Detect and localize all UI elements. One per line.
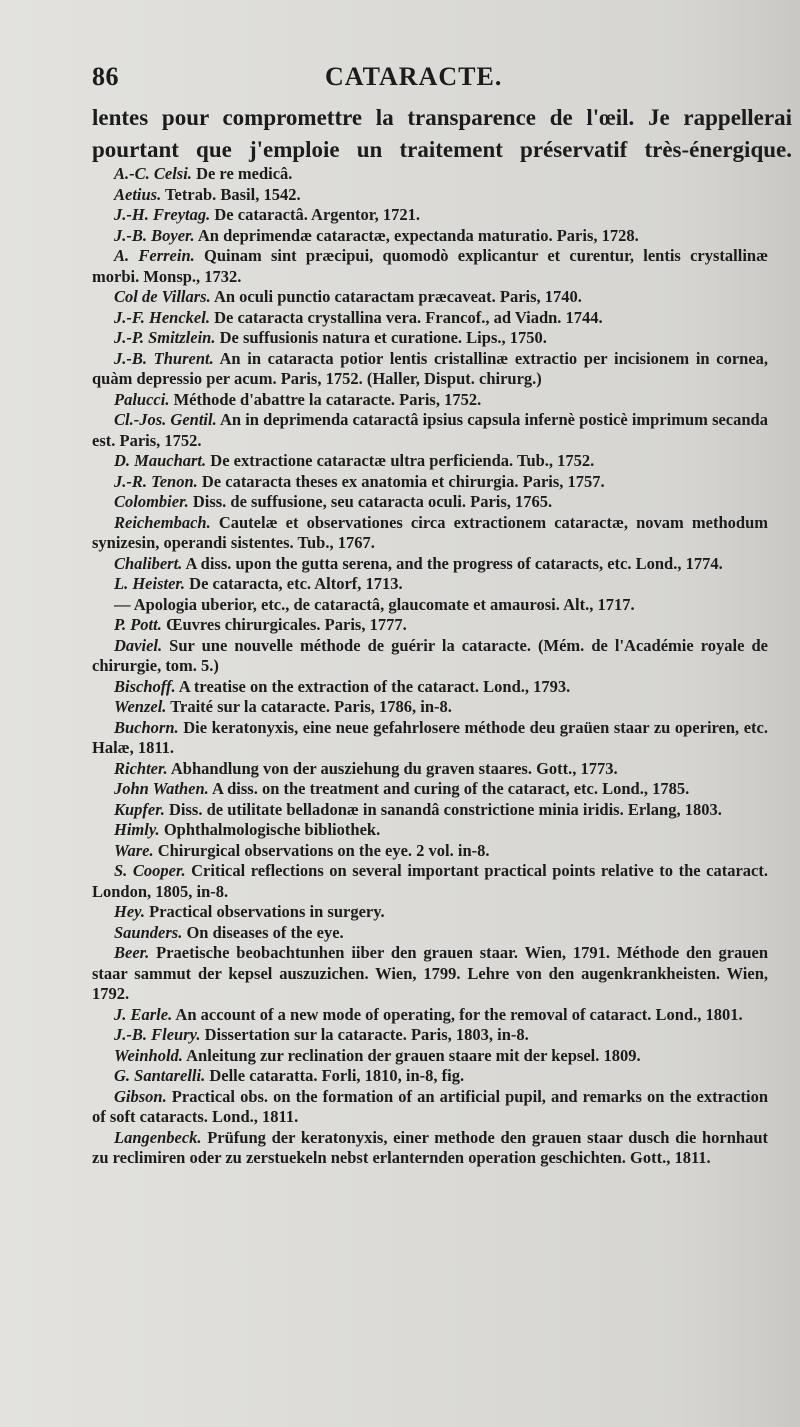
entry-text: Ophthalmologische bibliothek.	[159, 820, 381, 839]
entry-text: De suffusionis natura et curatione. Lips., 1750.	[215, 328, 547, 347]
entry-text: De re medicâ.	[191, 164, 293, 183]
entry-author: J.-F. Henckel.	[114, 307, 210, 327]
entry-text: An in cataracta potior lentis cristallinæ extractio per incisionem in cornea, quàm depressio per acum. Paris, 1752. (Haller, Disput. chirurg.)	[92, 348, 769, 388]
entry-text: De cataracta theses ex anatomia et chirurgia. Paris, 1757.	[197, 471, 605, 491]
entry-author: Cl.-Jos. Gentil.	[114, 410, 217, 429]
page-number: 86	[92, 62, 119, 91]
entry-author: Aetius.	[114, 184, 162, 204]
bibliography-entry	[92, 472, 768, 493]
entry-text: An in deprimenda cataractâ ipsius capsula infernè posticè imprimum secanda est. Paris, 1752.	[92, 410, 768, 450]
bibliography-entry	[92, 349, 768, 390]
bibliography-entry	[92, 164, 768, 185]
bibliography-entry	[92, 1046, 768, 1067]
entry-author: S. Cooper.	[114, 861, 186, 880]
entry-author: Colombier.	[114, 492, 189, 511]
entry-text: Abhandlung von der ausziehung du graven staares. Gott., 1773.	[167, 758, 618, 778]
entry-author: Palucci.	[114, 389, 170, 409]
entry-author: Langenbeck.	[114, 1127, 202, 1147]
bibliography-entry	[92, 677, 768, 698]
entry-author: Bischoff.	[114, 676, 176, 696]
entry-author: G. Santarelli.	[114, 1066, 206, 1085]
entry-text: Œuvres chirurgicales. Paris, 1777.	[161, 615, 407, 634]
entry-text: Critical reflections on several important practical points relative to the cataract. London, 1805, in-8.	[92, 861, 768, 901]
entry-author: Hey.	[114, 902, 145, 921]
bibliography-entry	[92, 800, 768, 821]
entry-author: Beer.	[114, 943, 150, 962]
entry-text: Chirurgical observations on the eye. 2 vol. in-8.	[153, 840, 490, 860]
bibliography-entry	[92, 841, 768, 862]
entry-text: Prüfung der keratonyxis, einer methode den grauen staar dusch die hornhaut zu reclimiren oder zu zerstuekeln nebst erlanternden operation geschichten. Gott., 1811.	[92, 1127, 768, 1167]
entry-text: Diss. de suffusione, seu cataracta oculi. Paris, 1765.	[188, 492, 553, 511]
entry-author: Gibson.	[114, 1086, 167, 1106]
bibliography-entry	[92, 574, 768, 595]
entry-text: Méthode d'abattre la cataracte. Paris, 1752.	[169, 389, 482, 409]
bibliography-entry	[92, 1128, 768, 1169]
entry-author: Col de Villars.	[114, 287, 211, 306]
entry-text: Diss. de utilitate belladonæ in sanandâ constrictione minia iridis. Erlang, 1803.	[164, 799, 722, 819]
entry-text: Traité sur la cataracte. Paris, 1786, in-8.	[166, 697, 452, 716]
bibliography-entry	[92, 246, 768, 287]
bibliography-entry	[92, 636, 768, 677]
entry-author: J.-R. Tenon.	[114, 471, 198, 491]
entry-author: L. Heister.	[114, 574, 186, 593]
entry-text: Quinam sint præcipui, quomodò explicantur et curentur, lentis crystallinæ morbi. Monsp., 1732.	[92, 246, 768, 286]
entry-text: Tetrab. Basil, 1542.	[161, 184, 301, 204]
entry-text: Die keratonyxis, eine neue gefahrlosere méthode deu graüen staar zu operiren, etc. Halæ, 1811.	[92, 717, 768, 757]
entry-author: Buchorn.	[114, 717, 179, 737]
entry-author: J.-B. Fleury.	[114, 1025, 201, 1044]
bibliography-entry	[92, 328, 768, 349]
bibliography-entry	[92, 1025, 768, 1046]
intro-paragraph	[92, 102, 792, 166]
entry-text: An deprimendæ cataractæ, expectanda maturatio. Paris, 1728.	[194, 225, 639, 245]
entry-text: De cataractâ. Argentor, 1721.	[210, 205, 420, 224]
bibliography-entry	[92, 410, 768, 451]
entry-text: Practical observations in surgery.	[145, 902, 385, 921]
intro-line: pourtant que j'emploie un traitement préservatif très-énergique.	[92, 137, 792, 162]
bibliography-entry	[92, 308, 768, 329]
bibliography-entry	[92, 1087, 768, 1128]
bibliography-entry	[92, 492, 768, 513]
bibliography-entry	[92, 718, 768, 759]
bibliography-entry	[92, 185, 768, 206]
bibliography-entry	[92, 923, 768, 944]
page-header	[92, 62, 792, 96]
entry-text: — Apologia uberior, etc., de cataractâ, glaucomate et amaurosi. Alt., 1717.	[114, 594, 635, 614]
bibliography-entry	[92, 513, 768, 554]
bibliography-entry	[92, 1005, 768, 1026]
entry-text: A treatise on the extraction of the cataract. Lond., 1793.	[175, 676, 571, 696]
entry-author: Wenzel.	[114, 697, 167, 716]
entry-author: J.-P. Smitzlein.	[114, 328, 216, 347]
entry-text: De extractione cataractæ ultra perficienda. Tub., 1752.	[206, 451, 595, 470]
entry-author: J.-B. Boyer.	[114, 225, 195, 245]
bibliography-entry	[92, 205, 768, 226]
entry-text: Dissertation sur la cataracte. Paris, 1803, in-8.	[200, 1025, 529, 1044]
entry-author: Himly.	[114, 820, 160, 839]
bibliography-entry	[92, 615, 768, 636]
bibliography-entry	[92, 861, 768, 902]
entry-text: A diss. on the treatment and curing of the cataract, etc. Lond., 1785.	[208, 779, 690, 798]
entry-author: A.-C. Celsi.	[114, 164, 192, 183]
entry-text: On diseases of the eye.	[182, 922, 344, 942]
entry-text: Cautelæ et observationes circa extractionem cataractæ, novam methodum synizesin, operandi sistentes. Tub., 1767.	[92, 512, 768, 552]
bibliography-list	[92, 164, 768, 1169]
entry-author: J.-H. Freytag.	[114, 205, 211, 224]
entry-author: John Wathen.	[114, 779, 209, 798]
bibliography-entry	[92, 287, 768, 308]
bibliography-entry	[92, 779, 768, 800]
entry-author: P. Pott.	[114, 615, 162, 634]
entry-text: An oculi punctio cataractam præcaveat. Paris, 1740.	[210, 287, 582, 306]
entry-text: Sur une nouvelle méthode de guérir la cataracte. (Mém. de l'Académie royale de chirurgie, tom. 5.)	[92, 635, 768, 675]
entry-author: Saunders.	[114, 922, 183, 942]
entry-author: Reichembach.	[114, 512, 211, 532]
entry-author: J.-B. Thurent.	[114, 348, 214, 368]
bibliography-entry	[92, 226, 768, 247]
entry-text: Anleitung zur reclination der grauen staare mit der kepsel. 1809.	[182, 1045, 641, 1065]
entry-author: Kupfer.	[114, 799, 165, 819]
entry-author: J. Earle.	[114, 1004, 173, 1024]
bibliography-entry	[92, 595, 768, 616]
entry-text: De cataracta crystallina vera. Francof., ad Viadn. 1744.	[209, 307, 603, 327]
entry-text: Practical obs. on the formation of an artificial pupil, and remarks on the extraction of soft cataracts. Lond., 1811.	[92, 1086, 768, 1126]
bibliography-entry	[92, 1066, 768, 1087]
bibliography-entry	[92, 943, 768, 1005]
bibliography-entry	[92, 554, 768, 575]
intro-line: lentes pour compromettre la transparence de l'œil. Je rappellerai	[92, 105, 792, 130]
entry-text: Praetische beobachtunhen iiber den grauen staar. Wien, 1791. Méthode den grauen staar sammut der kepsel auszuzichen. Wien, 1799. Lehre von den augenkrankheisten. Wien, 1792.	[92, 943, 768, 1003]
bibliography-entry	[92, 390, 768, 411]
entry-text: Delle cataratta. Forli, 1810, in-8, fig.	[205, 1066, 465, 1085]
running-head: CATARACTE.	[325, 62, 503, 91]
bibliography-entry	[92, 697, 768, 718]
entry-author: Richter.	[114, 758, 168, 778]
entry-author: D. Mauchart.	[114, 451, 207, 470]
entry-author: Chalibert.	[114, 553, 183, 573]
bibliography-entry	[92, 902, 768, 923]
entry-text: A diss. upon the gutta serena, and the progress of cataracts, etc. Lond., 1774.	[182, 553, 723, 573]
entry-author: A. Ferrein.	[114, 246, 195, 265]
bibliography-entry	[92, 759, 768, 780]
entry-author: Daviel.	[114, 635, 163, 655]
entry-text: An account of a new mode of operating, for the removal of cataract. Lond., 1801.	[172, 1004, 743, 1024]
bibliography-entry	[92, 451, 768, 472]
bibliography-entry	[92, 820, 768, 841]
entry-text: De cataracta, etc. Altorf, 1713.	[185, 574, 403, 593]
entry-author: Weinhold.	[114, 1045, 183, 1065]
entry-author: Ware.	[114, 840, 154, 860]
